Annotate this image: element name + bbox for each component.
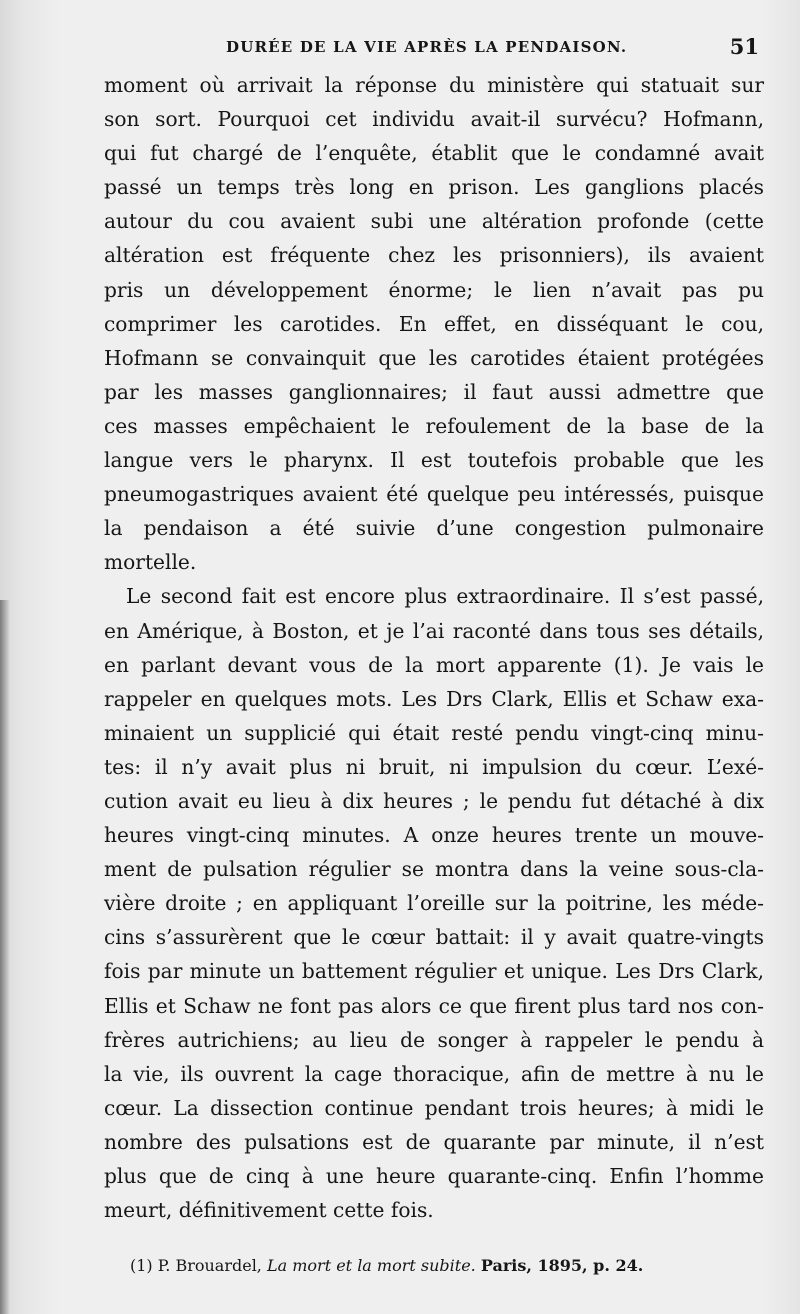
text-line: cœur. La dissection continue pendant trois heures; à midi le xyxy=(104,1095,764,1120)
text-line: nombre des pulsations est de quarante par minute, il n’est xyxy=(104,1129,764,1154)
text-line: pris un développement énorme; le lien n’avait pas pu xyxy=(104,277,764,302)
text-line: Hofmann se convainquit que les carotides étaient protégées xyxy=(104,345,764,370)
text-line: heures vingt-cinq minutes. A onze heures trente un mouve- xyxy=(104,823,764,848)
text-line: plus que de cinq à une heure quarante-cinq. Enfin l’homme xyxy=(104,1164,764,1188)
footnote xyxy=(130,1256,710,1275)
text-line: comprimer les carotides. En effet, en disséquant le cou, xyxy=(104,311,764,336)
footnote-marker: (1) P. Brouardel, xyxy=(130,1256,262,1275)
text-line: cution avait eu lieu à dix heures ; le pendu fut détaché à dix xyxy=(104,788,764,813)
paragraph-end-line: meurt, définitivement cette fois. xyxy=(104,1198,434,1223)
page-number: 51 xyxy=(729,34,759,59)
text-line: tes: il n’y avait plus ni bruit, ni impulsion du cœur. L’exé- xyxy=(104,754,764,779)
page-binding-shadow xyxy=(0,600,10,1314)
footnote-publication-info: Paris, 1895, p. 24. xyxy=(480,1256,644,1275)
text-line: ces masses empêchaient le refoulement de la base de la xyxy=(104,413,764,438)
text-line: Ellis et Schaw ne font pas alors ce que firent plus tard nos con- xyxy=(104,993,764,1018)
text-line: en Amérique, à Boston, et je l’ai raconté dans tous ses détails, xyxy=(104,618,764,643)
text-line: la pendaison a été suivie d’une congestion pulmonaire xyxy=(104,516,764,541)
text-line: en parlant devant vous de la mort apparente (1). Je vais le xyxy=(104,652,764,677)
text-line: ment de pulsation régulier se montra dans la veine sous-cla- xyxy=(104,857,764,882)
page-header xyxy=(108,34,763,60)
text-line: la vie, ils ouvrent la cage thoracique, afin de mettre à nu le xyxy=(104,1061,764,1086)
text-line: qui fut chargé de l’enquête, établit que le condamné avait xyxy=(104,141,764,166)
text-line: fois par minute un battement régulier et unique. Les Drs Clark, xyxy=(104,959,764,984)
text-line: langue vers le pharynx. Il est toutefois probable que les xyxy=(104,448,764,473)
body-text xyxy=(104,68,764,1227)
text-line: pneumogastriques avaient été quelque peu intéressés, puisque xyxy=(104,482,764,507)
paragraph-start-line: Le second fait est encore plus extraordinaire. Il s’est passé, xyxy=(126,584,764,609)
text-line: cins s’assurèrent que le cœur battait: il y avait quatre-vingts xyxy=(104,925,764,950)
footnote-book-title: La mort et la mort subite. xyxy=(266,1256,476,1275)
text-line: frères autrichiens; au lieu de songer à rappeler le pendu à xyxy=(104,1027,764,1052)
paragraph-end-line: mortelle. xyxy=(104,550,197,575)
text-line: passé un temps très long en prison. Les ganglions placés xyxy=(104,175,764,200)
text-line: vière droite ; en appliquant l’oreille sur la poitrine, les méde- xyxy=(104,891,764,916)
text-line: altération est fréquente chez les prisonniers), ils avaient xyxy=(104,243,764,268)
text-line: minaient un supplicié qui était resté pendu vingt-cinq minu- xyxy=(104,720,764,745)
text-line: son sort. Pourquoi cet individu avait-il survécu? Hofmann, xyxy=(104,107,764,132)
text-line: rappeler en quelques mots. Les Drs Clark, Ellis et Schaw exa- xyxy=(104,686,764,711)
running-title: DURÉE DE LA VIE APRÈS LA PENDAISON. xyxy=(226,38,628,56)
text-line: moment où arrivait la réponse du ministère qui statuait sur xyxy=(104,73,764,97)
text-line: par les masses ganglionnaires; il faut aussi admettre que xyxy=(104,379,764,404)
text-line: autour du cou avaient subi une altération profonde (cette xyxy=(104,209,764,234)
